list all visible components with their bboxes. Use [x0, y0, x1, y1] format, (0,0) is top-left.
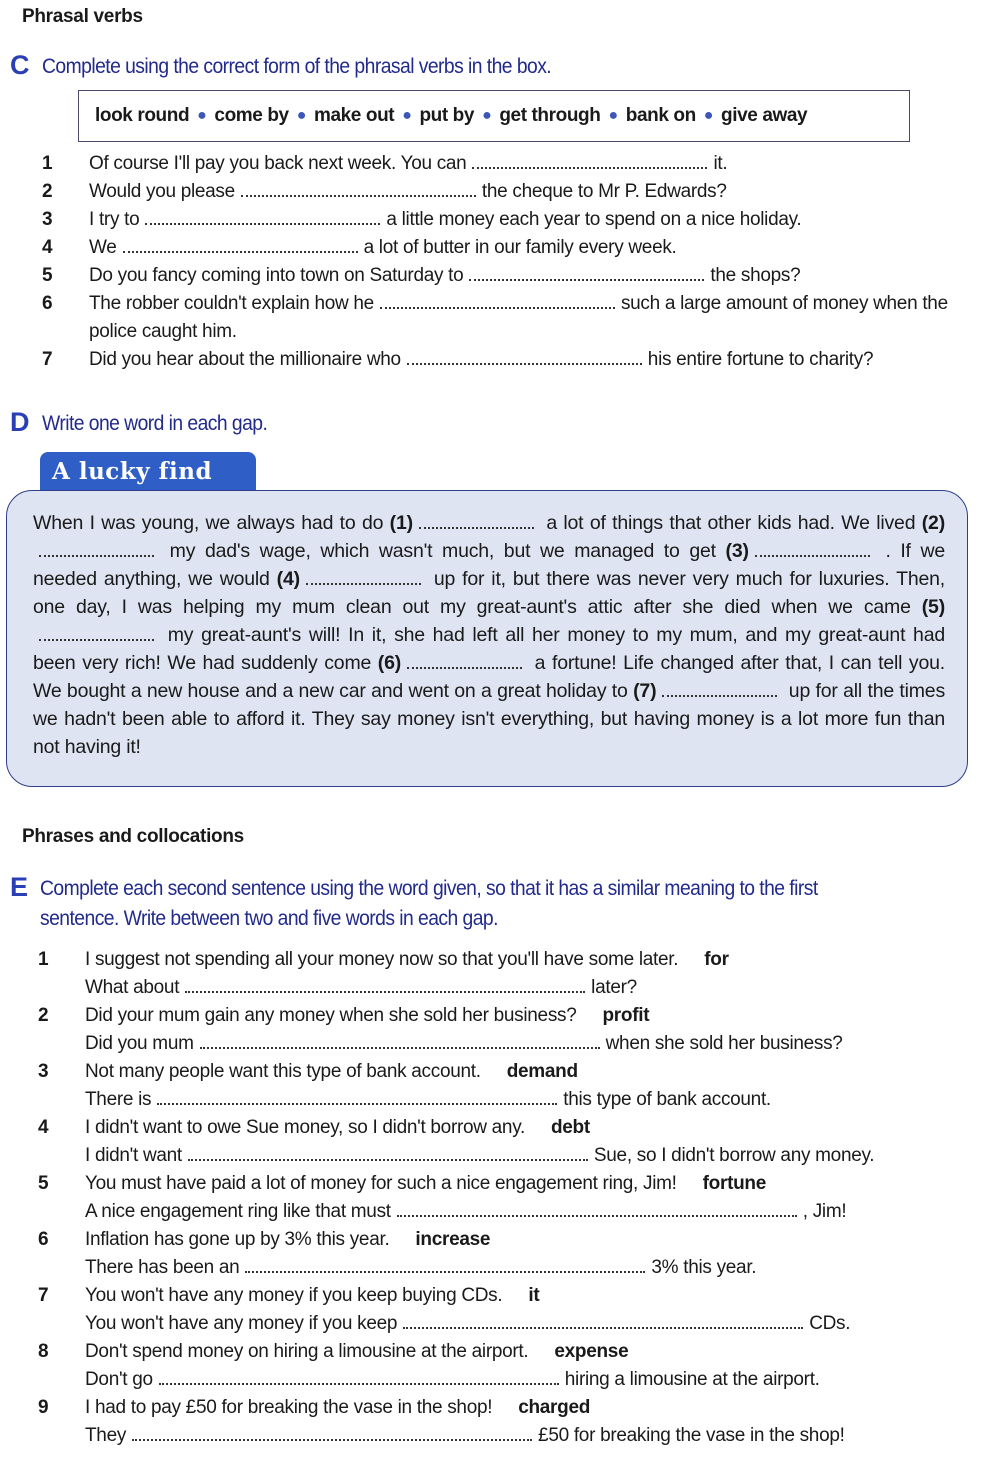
keyword: expense: [554, 1341, 629, 1362]
second-sentence-after: CDs.: [809, 1313, 851, 1334]
passage-text: up for it, but there was never very much for luxuries. Then, one day, I was helping my mum clean out my great-aunt's attic after she died when we came: [33, 568, 945, 618]
answer-gap[interactable]: [241, 181, 476, 197]
item-number: 4: [38, 1117, 49, 1138]
exercise-letter: E: [10, 872, 29, 902]
keyword: demand: [506, 1061, 578, 1082]
box-word: bank on: [625, 105, 696, 126]
first-sentence: You won't have any money if you keep buying CDs.: [85, 1285, 503, 1306]
gap-number: (5): [921, 596, 945, 618]
exercise-item: [42, 206, 952, 234]
bullet-separator: ●: [296, 107, 306, 124]
box-word: come by: [214, 105, 289, 126]
item-number: 8: [38, 1341, 49, 1362]
answer-gap[interactable]: [755, 541, 870, 557]
exercise-e-items: [38, 946, 948, 1450]
item-number: 6: [38, 1229, 49, 1250]
second-sentence-after: when she sold her business?: [605, 1033, 843, 1054]
passage-text: my great-aunt's will! In it, she had left all her money to my mum, and my great-aunt had been very rich! We had suddenly come: [33, 624, 945, 674]
first-sentence: I had to pay £50 for breaking the vase in the shop!: [85, 1397, 493, 1418]
first-sentence: Did your mum gain any money when she sold her business?: [85, 1005, 577, 1026]
item-number: 2: [42, 181, 53, 202]
second-sentence-before: There is: [85, 1089, 152, 1110]
second-sentence-before: There has been an: [85, 1257, 240, 1278]
exercise-item: [38, 1282, 948, 1338]
bullet-separator: ●: [482, 107, 492, 124]
bullet-separator: ●: [197, 107, 207, 124]
gap-number: (4): [276, 568, 300, 590]
item-text-before: The robber couldn't explain how he: [89, 293, 374, 314]
answer-gap[interactable]: [407, 653, 522, 669]
box-word: look round: [95, 105, 190, 126]
gap-number: (3): [725, 540, 749, 562]
bullet-separator: ●: [703, 107, 714, 124]
exercise-item: [38, 1338, 948, 1394]
item-text-before: We: [89, 237, 117, 258]
gap-number: (7): [633, 680, 657, 702]
section-heading-phrases-collocations: Phrases and collocations: [22, 826, 244, 847]
passage-text: up for all the times we hadn't been able to afford it. They say money isn't everything, but having money is a lot more fun than not having it!: [33, 680, 946, 758]
item-number: 6: [42, 293, 53, 314]
second-sentence-before: You won't have any money if you keep: [85, 1313, 398, 1334]
second-sentence-before: I didn't want: [85, 1145, 182, 1166]
second-sentence-before: A nice engagement ring like that must: [85, 1201, 391, 1222]
answer-gap[interactable]: [200, 1033, 600, 1049]
exercise-e-header: [10, 874, 950, 934]
keyword: increase: [415, 1229, 491, 1250]
item-text-before: Of course I'll pay you back next week. You can: [89, 153, 467, 174]
answer-gap[interactable]: [123, 237, 358, 253]
section-heading-phrasal-verbs: Phrasal verbs: [22, 6, 143, 27]
gap-number: (6): [377, 652, 402, 674]
first-sentence: I suggest not spending all your money now so that you'll have some later.: [85, 949, 679, 970]
second-sentence-after: £50 for breaking the vase in the shop!: [538, 1425, 845, 1446]
second-sentence-before: Did you mum: [85, 1033, 194, 1054]
item-number: 5: [38, 1173, 49, 1194]
second-sentence-before: They: [85, 1425, 127, 1446]
box-word: get through: [499, 105, 601, 126]
passage-text: . If we needed anything, we would: [33, 540, 945, 590]
item-text-before: Would you please: [89, 181, 235, 202]
exercise-item: [42, 150, 952, 178]
answer-gap[interactable]: [469, 265, 704, 281]
second-sentence-before: What about: [85, 977, 180, 998]
item-number: 5: [42, 265, 53, 286]
keyword: charged: [518, 1397, 591, 1418]
exercise-letter: D: [10, 407, 30, 437]
second-sentence-after: hiring a limousine at the airport.: [564, 1369, 820, 1390]
answer-gap[interactable]: [185, 977, 585, 993]
exercise-item: [38, 1170, 948, 1226]
keyword: profit: [602, 1005, 650, 1026]
answer-gap[interactable]: [159, 1369, 559, 1385]
item-text-after: it.: [713, 153, 728, 174]
answer-gap[interactable]: [472, 153, 707, 169]
gap-number: (1): [389, 512, 413, 534]
item-number: 3: [38, 1061, 49, 1082]
box-word: put by: [419, 105, 475, 126]
box-word: make out: [313, 105, 395, 126]
item-text-after: a lot of butter in our family every week.: [363, 237, 677, 258]
item-number: 3: [42, 209, 53, 230]
passage-text: a fortune! Life changed after that, I can tell you. We bought a new house and a new car and went on a great holiday to: [33, 652, 945, 702]
answer-gap[interactable]: [132, 1425, 532, 1441]
item-text-after: such a large amount of money when the police caught him.: [89, 293, 948, 342]
second-sentence-before: Don't go: [85, 1369, 153, 1390]
item-text-after: the shops?: [710, 265, 801, 286]
item-number: 7: [38, 1285, 49, 1306]
item-number: 7: [42, 349, 53, 370]
item-text-after: his entire fortune to charity?: [647, 349, 874, 370]
item-text-before: Do you fancy coming into town on Saturday to: [89, 265, 464, 286]
keyword: debt: [550, 1117, 590, 1138]
exercise-c-items: [42, 150, 952, 374]
answer-gap[interactable]: [380, 293, 615, 309]
item-number: 9: [38, 1397, 49, 1418]
item-text-before: Did you hear about the millionaire who: [89, 349, 401, 370]
exercise-item: [38, 1394, 948, 1450]
passage-text: my dad's wage, which wasn't much, but we managed to get: [160, 540, 726, 562]
answer-gap[interactable]: [419, 513, 534, 529]
box-word: give away: [721, 105, 808, 126]
bullet-separator: ●: [608, 107, 618, 124]
item-number: 2: [38, 1005, 49, 1026]
exercise-item: [38, 1226, 948, 1282]
passage-title-tab: A lucky find: [40, 452, 256, 494]
passage-text: When I was young, we always had to do: [33, 512, 390, 534]
exercise-item: [42, 290, 952, 346]
item-text-after: a little money each year to spend on a nice holiday.: [386, 209, 802, 230]
answer-gap[interactable]: [157, 1089, 557, 1105]
answer-gap[interactable]: [397, 1201, 797, 1217]
first-sentence: Inflation has gone up by 3% this year.: [85, 1229, 390, 1250]
second-sentence-after: , Jim!: [802, 1201, 847, 1222]
phrasal-verb-word-box: [78, 90, 910, 142]
exercise-item: [42, 234, 952, 262]
answer-gap[interactable]: [145, 209, 380, 225]
first-sentence: Don't spend money on hiring a limousine at the airport.: [85, 1341, 529, 1362]
answer-gap[interactable]: [39, 541, 154, 557]
first-sentence: You must have paid a lot of money for such a nice engagement ring, Jim!: [85, 1173, 677, 1194]
exercise-item: [38, 1058, 948, 1114]
second-sentence-after: later?: [591, 977, 637, 998]
item-text-after: the cheque to Mr P. Edwards?: [481, 181, 727, 202]
keyword: it: [528, 1285, 540, 1306]
exercise-instruction: Complete using the correct form of the phrasal verbs in the box.: [42, 55, 552, 78]
exercise-d-header: [10, 409, 287, 439]
answer-gap[interactable]: [245, 1257, 645, 1273]
exercise-item: [38, 946, 948, 1002]
exercise-item: [38, 1114, 948, 1170]
passage-text-box: [6, 490, 968, 787]
passage-text: a lot of things that other kids had. We lived: [539, 512, 922, 534]
exercise-c-header: [10, 52, 595, 82]
bullet-separator: ●: [402, 107, 412, 124]
answer-gap[interactable]: [403, 1313, 803, 1329]
first-sentence: Not many people want this type of bank account.: [85, 1061, 481, 1082]
exercise-item: [42, 262, 952, 290]
first-sentence: I didn't want to owe Sue money, so I didn't borrow any.: [85, 1117, 525, 1138]
exercise-item: [42, 178, 952, 206]
answer-gap[interactable]: [407, 349, 642, 365]
item-number: 4: [42, 237, 53, 258]
answer-gap[interactable]: [662, 681, 777, 697]
keyword: for: [704, 949, 729, 970]
exercise-letter: C: [10, 50, 30, 80]
exercise-item: [42, 346, 952, 374]
keyword: fortune: [702, 1173, 766, 1194]
answer-gap[interactable]: [188, 1145, 588, 1161]
answer-gap[interactable]: [306, 569, 421, 585]
exercise-instruction: Write one word in each gap.: [42, 412, 268, 435]
exercise-item: [38, 1002, 948, 1058]
answer-gap[interactable]: [39, 625, 154, 641]
exercise-instruction: Complete each second sentence using the word given, so that it has a similar meaning to the first sentence. Write between two and five words in each gap.: [39, 877, 818, 930]
item-number: 1: [38, 949, 49, 970]
item-text-before: I try to: [89, 209, 140, 230]
gap-number: (2): [921, 512, 945, 534]
second-sentence-after: this type of bank account.: [563, 1089, 771, 1110]
second-sentence-after: 3% this year.: [651, 1257, 757, 1278]
item-number: 1: [42, 153, 53, 174]
second-sentence-after: Sue, so I didn't borrow any money.: [593, 1145, 875, 1166]
